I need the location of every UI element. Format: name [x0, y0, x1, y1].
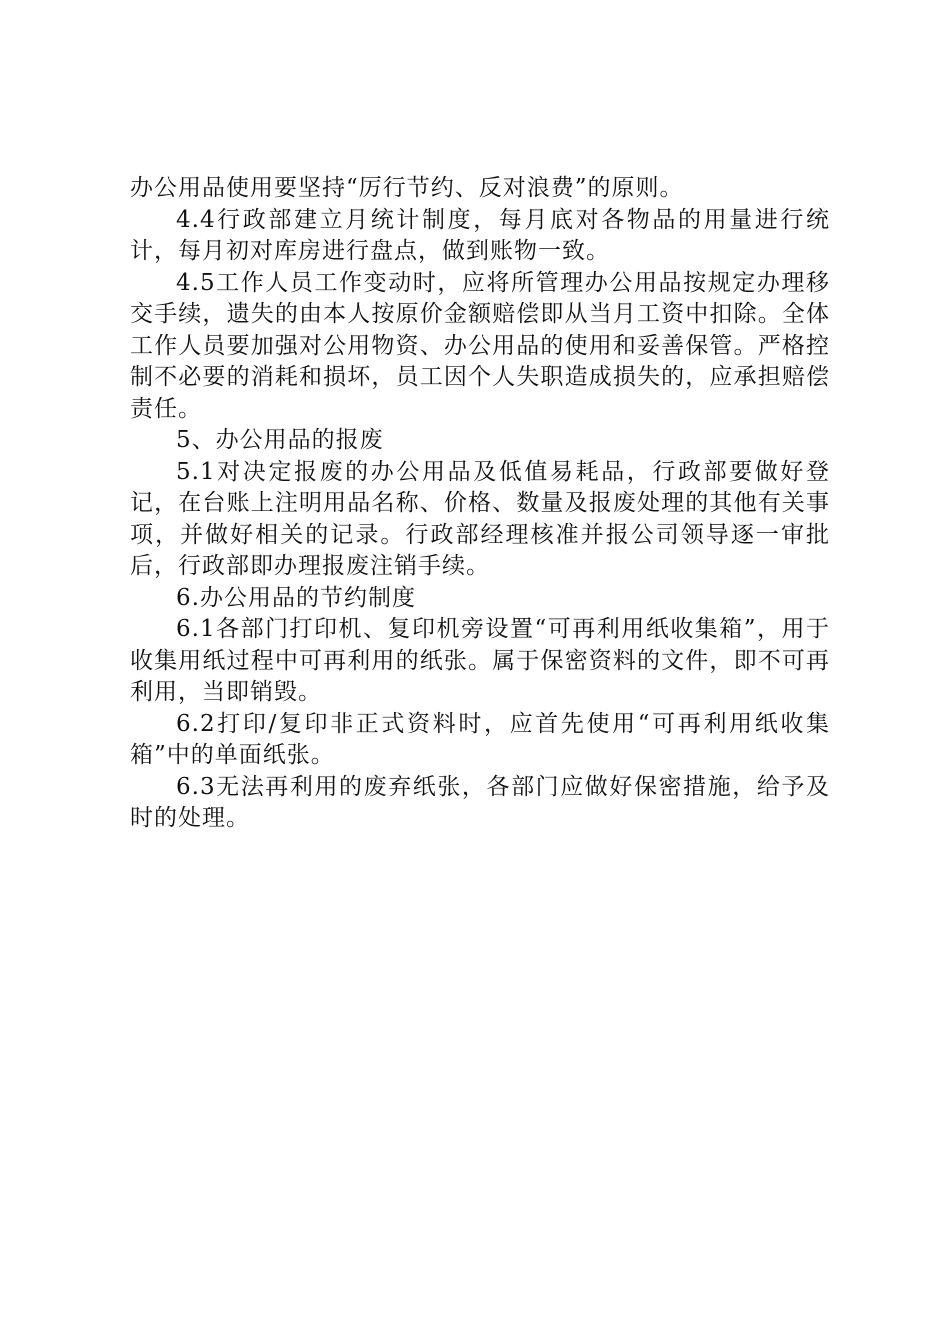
paragraph-6-2-print-copy-reuse: 6.2打印/复印非正式资料时，应首先使用“可再利用纸收集箱”中的单面纸张。	[130, 710, 830, 768]
paragraph-6-3-waste-paper-handling: 6.3无法再利用的废弃纸张，各部门应做好保密措施，给予及时的处理。	[130, 773, 830, 831]
section-heading-6-saving-system: 6.办公用品的节约制度	[176, 584, 416, 611]
document-body	[130, 173, 830, 835]
paragraph-office-supplies-principle: 办公用品使用要坚持“厉行节约、反对浪费”的原则。	[130, 175, 684, 201]
paragraph-4-4-monthly-statistics: 4.4行政部建立月统计制度，每月底对各物品的用量进行统计，每月初对库房进行盘点，做到账物一致。	[130, 206, 830, 264]
paragraph-4-5-handover-compensation: 4.5工作人员工作变动时，应将所管理办公用品按规定办理移交手续，遗失的由本人按原价金额赔偿即从当月工资中扣除。全体工作人员要加强对公用物资、办公用品的使用和妥善保管。严格控制不必要的消耗和损坏，员工因个人失职造成损失的，应承担赔偿责任。	[130, 269, 830, 422]
section-heading-5-scrapping: 5、办公用品的报废	[176, 427, 384, 453]
paragraph-6-1-reusable-paper-box: 6.1各部门打印机、复印机旁设置“可再利用纸收集箱”，用于收集用纸过程中可再利用的纸张。属于保密资料的文件，即不可再利用，当即销毁。	[130, 616, 830, 705]
paragraph-5-1-scrapping-registration: 5.1对决定报废的办公用品及低值易耗品，行政部要做好登记，在台账上注明用品名称、价格、数量及报废处理的其他有关事项，并做好相关的记录。行政部经理核准并报公司领导逐一审批后，行政部即办理报废注销手续。	[130, 458, 830, 579]
